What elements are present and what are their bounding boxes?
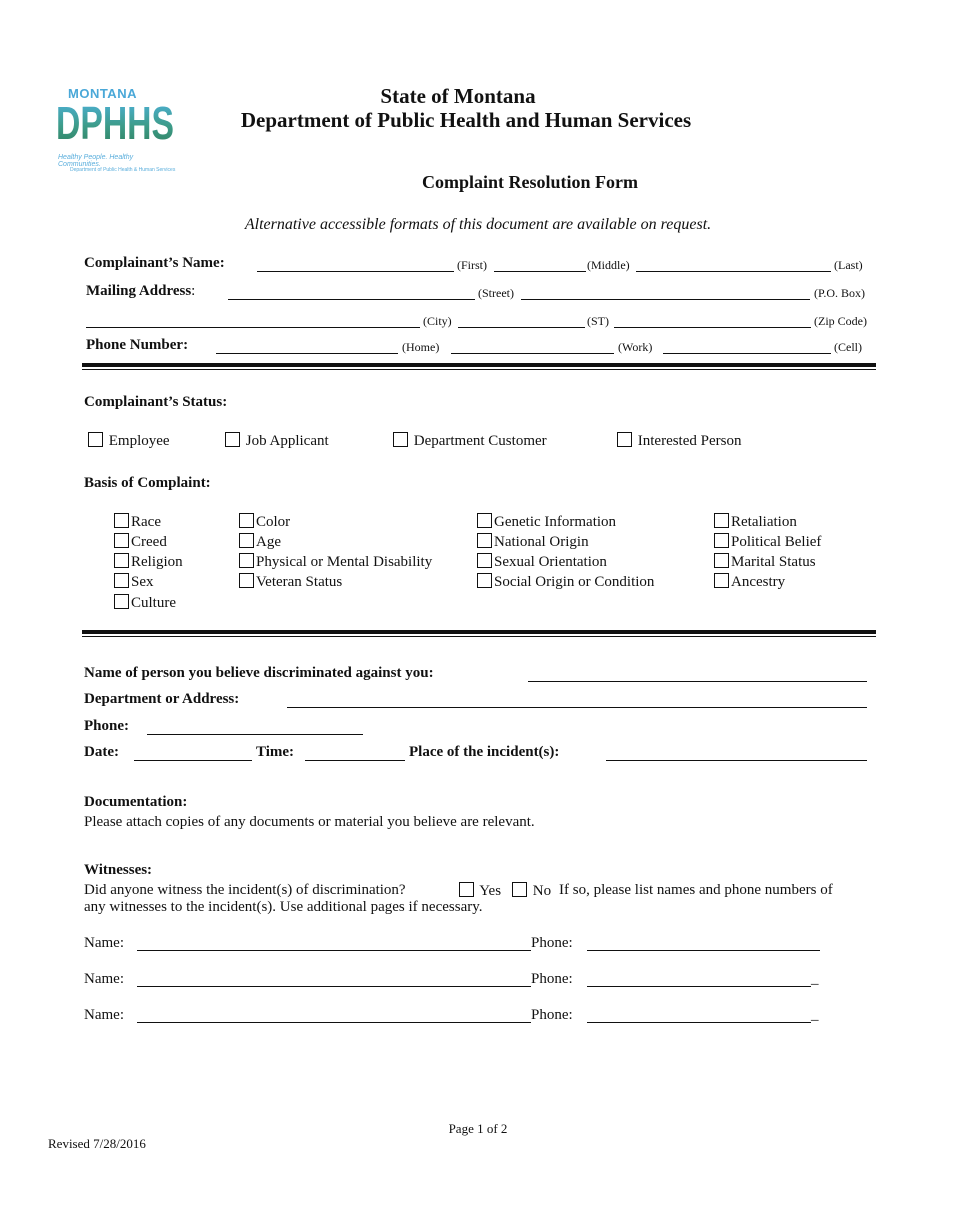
status-interested-person[interactable]: Interested Person	[617, 431, 741, 451]
complainant-name-label: Complainant’s Name:	[84, 255, 225, 271]
accessible-note: Alternative accessible formats of this document are available on request.	[244, 216, 712, 233]
department-address-field[interactable]	[287, 707, 867, 708]
revised-date: Revised 7/28/2016	[48, 1136, 146, 1151]
respondent-phone-label: Phone:	[84, 718, 129, 734]
section-divider	[82, 363, 876, 367]
phone-number-label: Phone Number:	[86, 337, 189, 353]
witness-3-trail: _	[811, 1007, 819, 1023]
po-box-field[interactable]	[521, 299, 810, 300]
middle-label: (Middle)	[587, 258, 630, 272]
witness-1-phone-label: Phone:	[531, 935, 573, 951]
witness-3-phone-label: Phone:	[531, 1007, 573, 1023]
logo-tagline: Healthy People. Healthy Communities.	[58, 154, 134, 168]
city-field[interactable]	[86, 327, 420, 328]
street-label: (Street)	[478, 286, 514, 300]
place-field[interactable]	[606, 760, 867, 761]
home-label: (Home)	[402, 340, 440, 354]
basis-national-origin[interactable]: National Origin	[477, 532, 589, 552]
checkbox[interactable]	[477, 573, 492, 588]
logo-dept-text: Department of Public Health & Human Services	[70, 167, 176, 173]
basis-heading: Basis of Complaint:	[84, 475, 211, 491]
checkbox[interactable]	[714, 533, 729, 548]
checkbox[interactable]	[114, 553, 129, 568]
witness-instruction-2: any witnesses to the incident(s). Use additional pages if necessary.	[84, 899, 483, 915]
witness-1-phone-field[interactable]	[587, 950, 820, 951]
mailing-address-label: Mailing Address:	[86, 283, 196, 299]
st-label: (ST)	[587, 314, 609, 328]
checkbox[interactable]	[714, 513, 729, 528]
basis-social-origin[interactable]: Social Origin or Condition	[477, 572, 654, 592]
logo-state-text: MONTANA	[68, 86, 137, 101]
status-department-customer[interactable]: Department Customer	[393, 431, 547, 451]
form-title: Complaint Resolution Form	[422, 172, 638, 192]
state-field[interactable]	[458, 327, 585, 328]
date-field[interactable]	[134, 760, 252, 761]
checkbox[interactable]	[714, 553, 729, 568]
place-label: Place of the incident(s):	[409, 744, 560, 760]
checkbox[interactable]	[617, 432, 632, 447]
basis-sexual-orientation[interactable]: Sexual Orientation	[477, 552, 607, 572]
cell-label: (Cell)	[834, 340, 862, 354]
checkbox[interactable]	[512, 882, 527, 897]
middle-name-field[interactable]	[494, 271, 586, 272]
date-label: Date:	[84, 744, 119, 760]
first-name-field[interactable]	[257, 271, 454, 272]
section-divider	[82, 630, 876, 634]
checkbox[interactable]	[225, 432, 240, 447]
zip-label: (Zip Code)	[814, 314, 867, 328]
page-number: Page 1 of 2	[448, 1121, 508, 1136]
basis-ancestry[interactable]: Ancestry	[714, 572, 785, 592]
status-heading: Complainant’s Status:	[84, 394, 228, 410]
work-phone-field[interactable]	[451, 353, 614, 354]
checkbox[interactable]	[459, 882, 474, 897]
witness-3-name-label: Name:	[84, 1007, 124, 1023]
checkbox[interactable]	[477, 553, 492, 568]
basis-color[interactable]: Color	[239, 512, 290, 532]
checkbox[interactable]	[477, 533, 492, 548]
documentation-text: Please attach copies of any documents or material you believe are relevant.	[84, 814, 535, 830]
witness-3-phone-field[interactable]	[587, 1022, 811, 1023]
checkbox[interactable]	[239, 533, 254, 548]
basis-religion[interactable]: Religion	[114, 552, 183, 572]
respondent-phone-field[interactable]	[147, 734, 363, 735]
basis-genetic-information[interactable]: Genetic Information	[477, 512, 616, 532]
witness-3-name-field[interactable]	[137, 1022, 531, 1023]
documentation-heading: Documentation:	[84, 794, 188, 810]
checkbox[interactable]	[393, 432, 408, 447]
basis-race[interactable]: Race	[114, 512, 161, 532]
first-label: (First)	[457, 258, 487, 272]
status-employee[interactable]: Employee	[88, 431, 170, 451]
witness-1-name-field[interactable]	[137, 950, 531, 951]
svg-text:DPHHS: DPHHS	[56, 97, 174, 149]
witness-2-phone-field[interactable]	[587, 986, 811, 987]
basis-sex[interactable]: Sex	[114, 572, 154, 592]
time-label: Time:	[256, 744, 295, 760]
basis-political-belief[interactable]: Political Belief	[714, 532, 821, 552]
witness-2-trail: _	[811, 971, 819, 987]
time-field[interactable]	[305, 760, 405, 761]
basis-disability[interactable]: Physical or Mental Disability	[239, 552, 432, 572]
po-box-label: (P.O. Box)	[814, 286, 866, 300]
witness-2-name-label: Name:	[84, 971, 124, 987]
basis-retaliation[interactable]: Retaliation	[714, 512, 797, 532]
witness-1-name-label: Name:	[84, 935, 124, 951]
department-address-label: Department or Address:	[84, 691, 240, 707]
checkbox[interactable]	[114, 533, 129, 548]
basis-marital-status[interactable]: Marital Status	[714, 552, 816, 572]
section-divider-thin	[82, 369, 876, 370]
basis-creed[interactable]: Creed	[114, 532, 167, 552]
checkbox[interactable]	[239, 513, 254, 528]
witness-instruction-1: If so, please list names and phone numbers of	[559, 882, 833, 898]
cell-phone-field[interactable]	[663, 353, 831, 354]
checkbox[interactable]	[714, 573, 729, 588]
witness-2-phone-label: Phone:	[531, 971, 573, 987]
street-field[interactable]	[228, 299, 475, 300]
checkbox[interactable]	[239, 573, 254, 588]
witnesses-heading: Witnesses:	[84, 862, 153, 878]
witness-no[interactable]: No	[512, 881, 551, 901]
checkbox[interactable]	[88, 432, 103, 447]
checkbox[interactable]	[477, 513, 492, 528]
checkbox[interactable]	[114, 513, 129, 528]
last-name-field[interactable]	[636, 271, 831, 272]
respondent-name-label: Name of person you believe discriminated against you:	[84, 665, 434, 681]
checkbox[interactable]	[114, 573, 129, 588]
witness-question: Did anyone witness the incident(s) of discrimination?	[84, 882, 406, 898]
status-job-applicant[interactable]: Job Applicant	[225, 431, 329, 451]
witness-yes[interactable]: Yes	[459, 881, 501, 901]
header-department: Department of Public Health and Human Services	[240, 108, 692, 132]
city-label: (City)	[423, 314, 452, 328]
zip-field[interactable]	[614, 327, 811, 328]
work-label: (Work)	[618, 340, 653, 354]
respondent-name-field[interactable]	[528, 681, 867, 682]
home-phone-field[interactable]	[216, 353, 398, 354]
last-label: (Last)	[834, 258, 863, 272]
basis-age[interactable]: Age	[239, 532, 281, 552]
basis-culture[interactable]: Culture	[114, 593, 176, 613]
checkbox[interactable]	[239, 553, 254, 568]
section-divider-thin	[82, 636, 876, 637]
header-state: State of Montana	[380, 84, 536, 108]
witness-2-name-field[interactable]	[137, 986, 531, 987]
basis-veteran-status[interactable]: Veteran Status	[239, 572, 342, 592]
checkbox[interactable]	[114, 594, 129, 609]
